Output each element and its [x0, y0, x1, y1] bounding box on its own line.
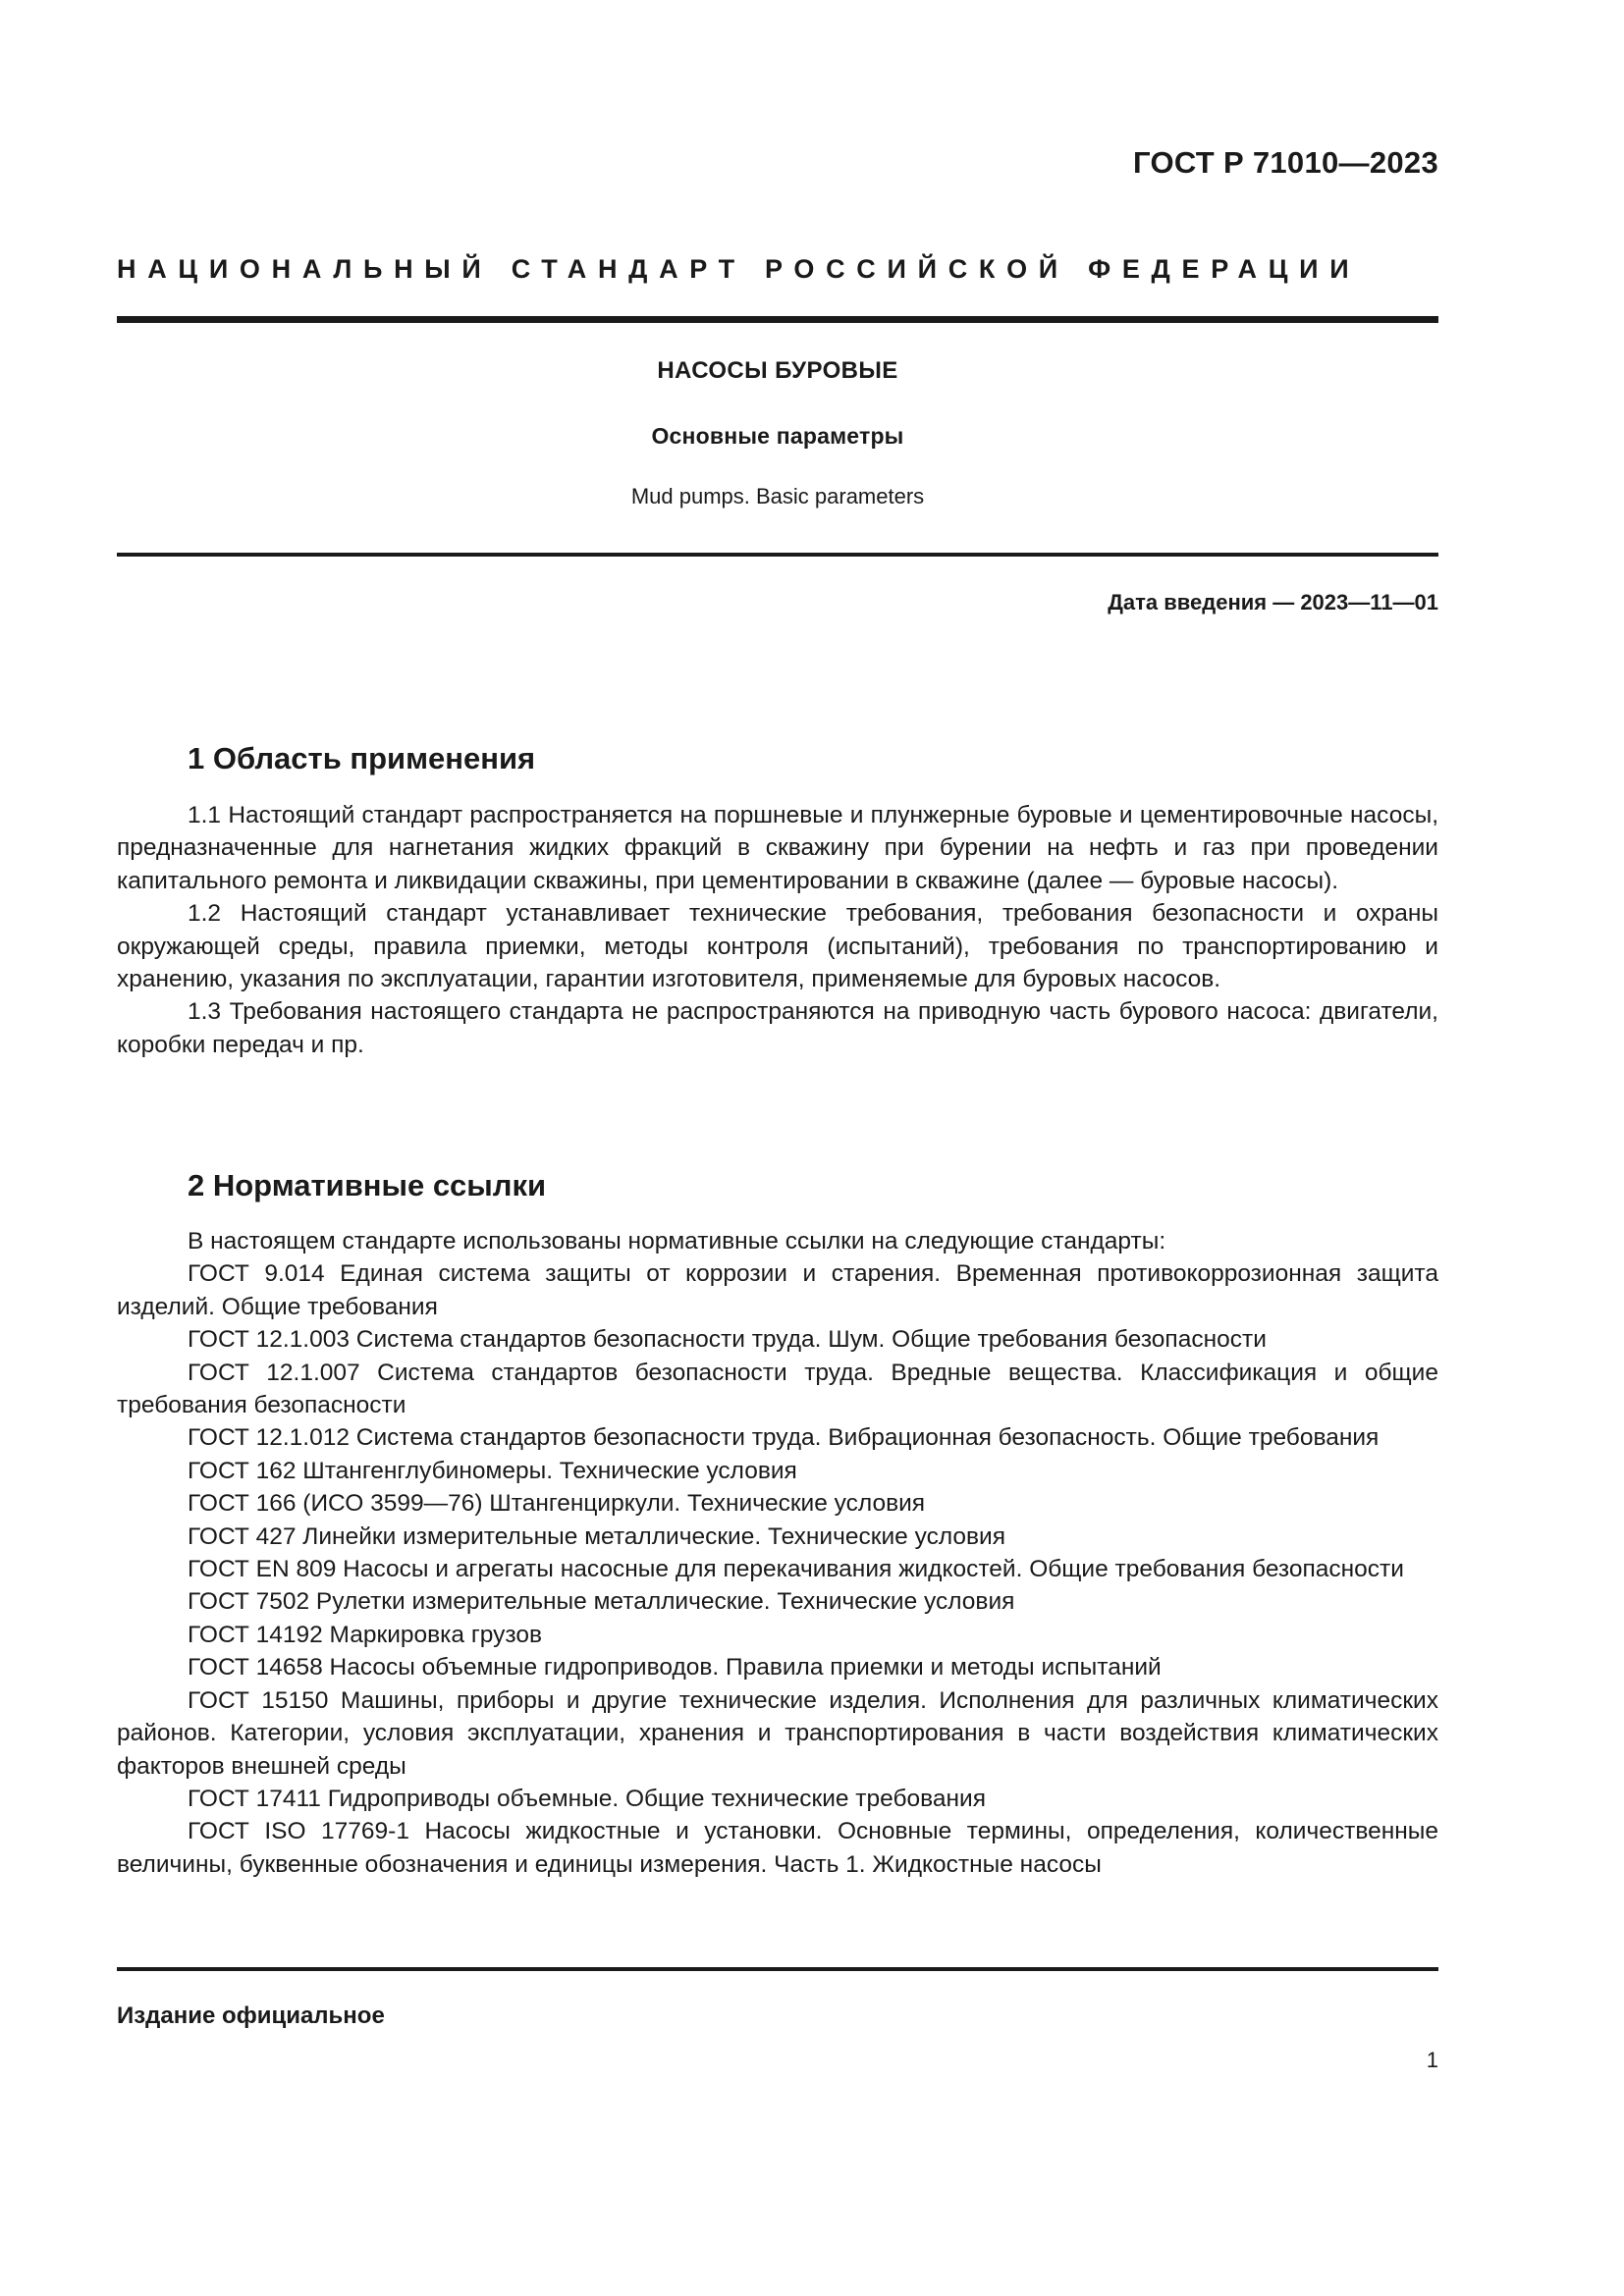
introduction-date: Дата введения — 2023—11—01	[1108, 590, 1438, 614]
document-subtitle: Основные параметры	[651, 423, 904, 449]
reference-item: ГОСТ 15150 Машины, приборы и другие технические изделия. Исполнения для различных климатических районов. Категории, условия эксплуатации, хранения и транспортирования в части воздействия климатических факторов внешней среды	[117, 1686, 1438, 1780]
section-1-heading: 1 Область применения	[188, 741, 536, 775]
paragraph-1-3: 1.3 Требования настоящего стандарта не распространяются на приводную часть бурового насоса: двигатели, коробки передач и пр.	[117, 998, 1438, 1058]
reference-item: ГОСТ 12.1.012 Система стандартов безопасности труда. Вибрационная безопасность. Общие требования	[188, 1424, 1380, 1452]
paragraph-1-2: 1.2 Настоящий стандарт устанавливает технические требования, требования безопасности и охраны окружающей среды, правила приемки, методы контроля (испытаний), требования по транспортированию и хранению, указания по эксплуатации, гарантии изготовителя, применяемые для буровых насосов.	[117, 900, 1438, 993]
document-page	[117, 0, 1438, 2296]
footer-divider	[117, 1967, 1438, 1971]
reference-item: ГОСТ 12.1.007 Система стандартов безопасности труда. Вредные вещества. Классификация и общие требования безопасности	[117, 1359, 1438, 1419]
reference-item: ГОСТ ISO 17769-1 Насосы жидкостные и установки. Основные термины, определения, количественные величины, буквенные обозначения и единицы измерения. Часть 1. Жидкостные насосы	[117, 1818, 1438, 1878]
document-title: НАСОСЫ БУРОВЫЕ	[657, 357, 898, 384]
reference-item: ГОСТ EN 809 Насосы и агрегаты насосные для перекачивания жидкостей. Общие требования безопасности	[188, 1556, 1404, 1583]
reference-item: ГОСТ 14192 Маркировка грузов	[188, 1621, 542, 1648]
official-edition-label: Издание официальное	[117, 2002, 385, 2029]
reference-item: ГОСТ 9.014 Единая система защиты от коррозии и старения. Временная противокоррозионная защита изделий. Общие требования	[117, 1260, 1438, 1320]
reference-item: ГОСТ 14658 Насосы объемные гидроприводов. Правила приемки и методы испытаний	[188, 1654, 1162, 1682]
header-divider	[117, 316, 1438, 323]
english-title: Mud pumps. Basic parameters	[630, 484, 925, 508]
section-2-heading: 2 Нормативные ссылки	[188, 1168, 547, 1202]
reference-item: ГОСТ 12.1.003 Система стандартов безопасности труда. Шум. Общие требования безопасности	[188, 1326, 1267, 1354]
page-number: 1	[1426, 2048, 1438, 2072]
reference-item: ГОСТ 427 Линейки измерительные металлические. Технические условия	[188, 1522, 1005, 1550]
standard-banner: НАЦИОНАЛЬНЫЙ СТАНДАРТ РОССИЙСКОЙ ФЕДЕРАЦИИ	[117, 254, 1361, 284]
references-intro: В настоящем стандарте использованы нормативные ссылки на следующие стандарты:	[188, 1228, 1166, 1255]
reference-item: ГОСТ 17411 Гидроприводы объемные. Общие технические требования	[188, 1785, 987, 1812]
section-1-body	[117, 799, 1438, 1061]
reference-item: ГОСТ 7502 Рулетки измерительные металлические. Технические условия	[188, 1588, 1015, 1616]
title-divider	[117, 553, 1438, 557]
paragraph-1-1: 1.1 Настоящий стандарт распространяется на поршневые и плунжерные буровые и цементировочные насосы, предназначенные для нагнетания жидких фракций в скважину при бурении на нефть и газ при проведении капитального ремонта и ликвидации скважины, при цементировании в скважине (далее — буровые насосы).	[117, 802, 1438, 894]
document-number: ГОСТ Р 71010—2023	[1133, 145, 1438, 180]
reference-item: ГОСТ 162 Штангенглубиномеры. Технические условия	[188, 1457, 797, 1484]
section-2-body	[117, 1225, 1438, 1881]
reference-item: ГОСТ 166 (ИСО 3599—76) Штангенциркули. Технические условия	[188, 1490, 926, 1518]
